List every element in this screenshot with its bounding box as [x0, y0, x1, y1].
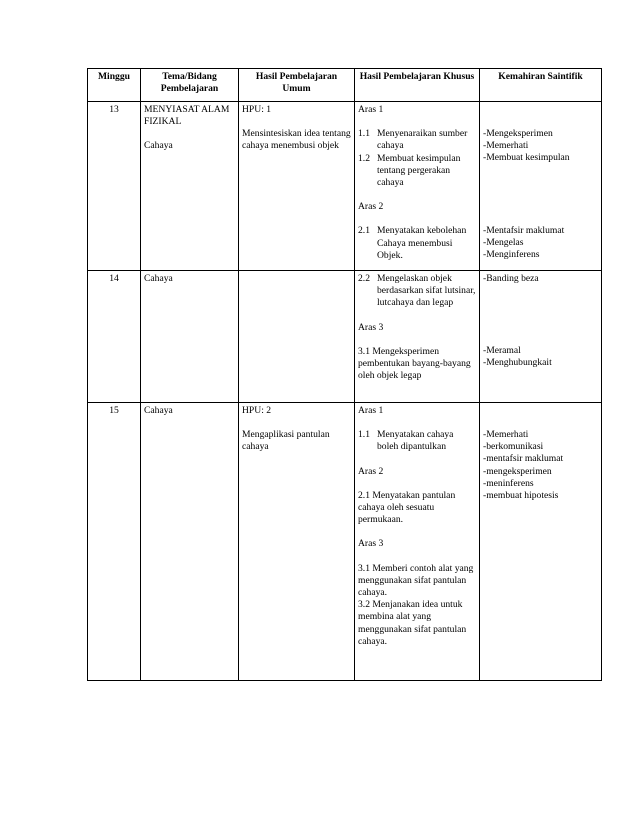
- header-hpk: Hasil Pembelajaran Khusus: [355, 69, 480, 102]
- skill-item: -meninferens: [483, 477, 534, 489]
- theme-text: MENYIASAT ALAM FIZIKAL: [144, 104, 230, 128]
- skill-item: -Mentafsir maklumat: [483, 224, 565, 236]
- skill-item: -membuat hipotesis: [483, 490, 559, 502]
- hpu-cell: [239, 403, 355, 681]
- level-label: Aras 3: [358, 321, 384, 333]
- header-kemahiran: Kemahiran Saintifik: [480, 69, 602, 102]
- skills-cell: [480, 102, 602, 271]
- outcome-number: 1.1: [358, 128, 370, 140]
- outcome-text: Menyatakan kebolehan Cahaya menembusi Objek.: [377, 225, 467, 261]
- header-minggu: Minggu: [88, 69, 141, 102]
- outcome-item: [358, 429, 476, 453]
- skill-item: -mentafsir maklumat: [483, 453, 564, 465]
- theme-cell: [141, 102, 239, 271]
- header-hpu: Hasil Pembelajaran Umum: [239, 69, 355, 102]
- hpk-cell: [355, 271, 480, 403]
- skill-item: -Memerhati: [483, 429, 529, 440]
- week-cell: 14: [88, 271, 141, 403]
- hpu-cell: [239, 271, 355, 403]
- table-row: [88, 403, 602, 681]
- outcome-number: 2.2: [358, 273, 370, 284]
- outcome-text: Mengelaskan objek berdasarkan sifat lutsinar, lutcahaya dan legap: [377, 273, 476, 309]
- outcome-text: 2.1 Menyatakan pantulan cahaya oleh sesuatu permukaan.: [358, 489, 456, 526]
- level-label: Aras 3: [358, 538, 384, 550]
- skill-item: -Menginferens: [483, 249, 540, 261]
- level-label: Aras 1: [358, 405, 384, 416]
- skill-item: -Mengeksperimen: [483, 128, 553, 139]
- level-label: Aras 1: [358, 104, 384, 115]
- hpk-cell: [355, 102, 480, 271]
- outcome-text: Membuat kesimpulan tentang pergerakan cahaya: [377, 152, 461, 189]
- outcome-number: 1.1: [358, 429, 370, 441]
- hpu-label: HPU: 2: [242, 405, 272, 416]
- outcome-number: 1.2: [358, 152, 370, 164]
- skill-item: -Memerhati: [483, 140, 529, 152]
- level-label: Aras 2: [358, 465, 384, 477]
- skills-cell: [480, 271, 602, 403]
- skill-item: -Menghubungkait: [483, 357, 552, 369]
- level-label: Aras 2: [358, 201, 384, 213]
- outcome-item: [358, 225, 476, 262]
- outcome-text: 3.1 Mengeksperimen pembentukan bayang-bayang oleh objek legap: [358, 345, 471, 382]
- skill-item: -Meramal: [483, 345, 521, 357]
- theme-text: Cahaya: [144, 140, 173, 152]
- table-row: [88, 102, 602, 271]
- header-tema: Tema/Bidang Pembelajaran: [141, 69, 239, 102]
- lesson-plan-table: [87, 68, 602, 681]
- skill-item: -Membuat kesimpulan: [483, 152, 570, 164]
- skills-cell: [480, 403, 602, 681]
- outcome-text: Menyatakan cahaya boleh dipantulkan: [377, 429, 454, 453]
- theme-cell: Cahaya: [141, 271, 239, 403]
- outcome-item: [358, 128, 476, 152]
- hpu-cell: [239, 102, 355, 271]
- hpu-text: Mengaplikasi pantulan cahaya: [242, 429, 330, 453]
- week-cell: 15: [88, 403, 141, 681]
- skill-item: -Banding beza: [483, 273, 539, 284]
- outcome-text: 3.2 Menjanakan idea untuk membina alat yang menggunakan sifat pantulan cahaya.: [358, 599, 467, 647]
- theme-cell: Cahaya: [141, 403, 239, 681]
- skill-item: -berkomunikasi: [483, 441, 544, 453]
- outcome-item: [358, 153, 476, 190]
- outcome-number: 2.1: [358, 225, 370, 237]
- header-row: [88, 69, 602, 102]
- hpk-cell: [355, 403, 480, 681]
- outcome-text: 3.1 Memberi contoh alat yang menggunakan sifat pantulan cahaya.: [358, 562, 474, 599]
- outcome-item: [358, 273, 476, 310]
- skill-item: -Mengelas: [483, 236, 524, 248]
- week-cell: 13: [88, 102, 141, 271]
- table-row: [88, 271, 602, 403]
- skill-item: -mengeksperimen: [483, 465, 552, 477]
- outcome-text: Menyenaraikan sumber cahaya: [377, 128, 468, 152]
- hpu-label: HPU: 1: [242, 104, 272, 115]
- hpu-text: Mensintesiskan idea tentang cahaya menembusi objek: [242, 128, 351, 152]
